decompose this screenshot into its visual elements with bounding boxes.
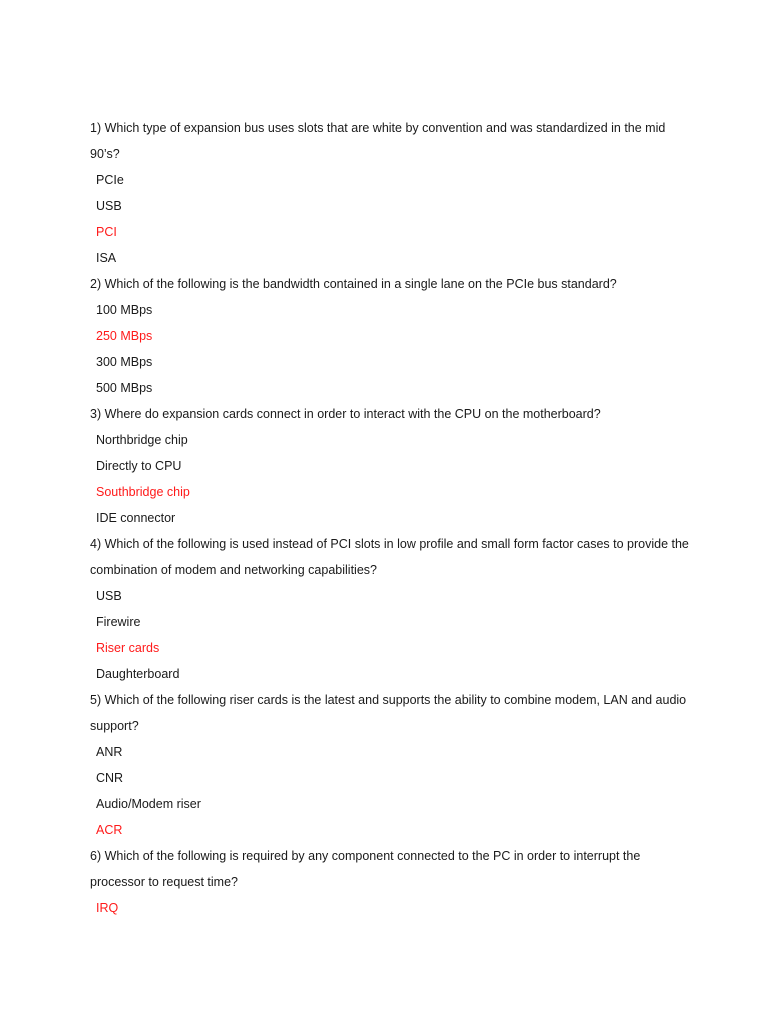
question-text: 3) Where do expansion cards connect in order to interact with the CPU on the motherboard?: [90, 407, 601, 421]
question-text: 4) Which of the following is used instead of PCI slots in low profile and small form factor cases to provide the combination of modem and networking capabilities?: [90, 537, 689, 577]
answer-option: PCIe: [96, 173, 124, 187]
answer-option: Directly to CPU: [96, 459, 182, 473]
question-text: 5) Which of the following riser cards is the latest and supports the ability to combine modem, LAN and audio support?: [90, 693, 687, 733]
question-text: 2) Which of the following is the bandwidth contained in a single lane on the PCIe bus standard?: [90, 277, 617, 291]
answer-option: 300 MBps: [96, 355, 153, 369]
answer-option: ISA: [96, 251, 117, 265]
correct-answer-option: PCI: [96, 225, 117, 239]
correct-answer-option: Riser cards: [96, 641, 160, 655]
answer-option: Northbridge chip: [96, 433, 188, 447]
question-text: 6) Which of the following is required by any component connected to the PC in order to interrupt the processor to request time?: [90, 849, 641, 889]
correct-answer-option: IRQ: [96, 901, 119, 915]
answer-option: USB: [96, 589, 122, 603]
answer-option: CNR: [96, 771, 124, 785]
answer-option: 100 MBps: [96, 303, 153, 317]
answer-option: IDE connector: [96, 511, 176, 525]
answer-option: Firewire: [96, 615, 141, 629]
answer-option: Daughterboard: [96, 667, 180, 681]
correct-answer-option: Southbridge chip: [96, 485, 190, 499]
quiz-content: [90, 115, 690, 921]
answer-option: USB: [96, 199, 122, 213]
question-text: 1) Which type of expansion bus uses slots that are white by convention and was standardized in the mid 90’s?: [90, 121, 666, 161]
answer-option: 500 MBps: [96, 381, 153, 395]
correct-answer-option: 250 MBps: [96, 329, 153, 343]
correct-answer-option: ACR: [96, 823, 123, 837]
answer-option: ANR: [96, 745, 123, 759]
answer-option: Audio/Modem riser: [96, 797, 201, 811]
